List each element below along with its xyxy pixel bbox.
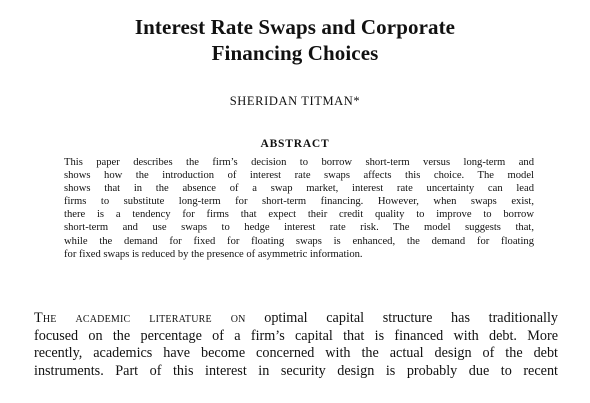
abstract-line: shows that in the absence of a swap market, interest rate uncertainty can lead [64,183,534,195]
body-line: focused on the percentage of a firm’s capital that is financed with debt. More [34,327,558,344]
abstract-line: shows how the introduction of interest rate swaps affects this choice. The model [64,170,534,182]
paper-title-line-2: Financing Choices [211,41,379,65]
abstract-heading: ABSTRACT [260,138,330,150]
abstract-line: This paper describes the firm’s decision to borrow short-term versus long-term and [64,157,534,168]
body-line: recently, academics have become concerned with the actual design of the debt [34,345,558,362]
body-line: instruments. Part of this interest in security design is probably due to recent [34,362,558,379]
abstract-line: while the demand for fixed for floating swaps is enhanced, the demand for floating [64,235,534,247]
paper-title-line-1: Interest Rate Swaps and Corporate [134,15,456,39]
abstract-line: short-term and use swaps to hedge interest rate risk. The model suggests that, [64,222,534,234]
abstract-body [64,156,534,261]
abstract-line: for fixed swaps is reduced by the presence of asymmetric information. [64,248,363,260]
author-name: SHERIDAN TITMAN* [229,94,361,108]
abstract-line: there is a tendency for firms that expect their credit quality to improve to borrow [64,209,534,221]
body-paragraph [34,310,558,380]
body-lead-smallcaps: The academic literature on [34,310,246,326]
paper-title [0,14,590,66]
body-line-1-rest: optimal capital structure has traditionally [245,310,558,326]
abstract-line: firms to substitute long-term for short-term financing. However, when swaps exist, [64,196,534,208]
body-line-1 [34,310,558,328]
